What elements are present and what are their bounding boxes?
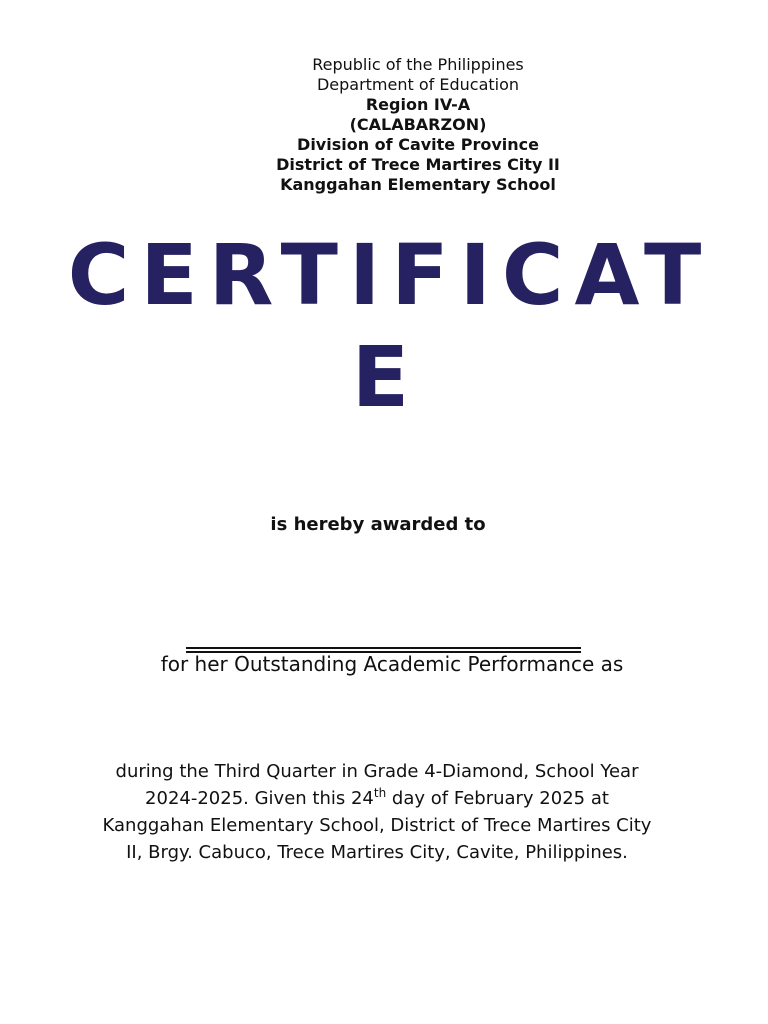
award-reason-text: for her Outstanding Academic Performance as [160,652,624,676]
header-country: Republic of the Philippines [312,55,524,74]
body-line-4: II, Brgy. Cabuco, Trece Martires City, Cavite, Philippines. [126,842,628,863]
header-district: District of Trece Martires City II [276,155,560,174]
certificate-body [50,758,704,866]
certificate-title-line-1: CERTIFICAT [67,226,713,324]
ordinal-suffix: th [373,786,387,800]
certificate-title-line-2: E [351,328,421,426]
body-line-2-end: day of February 2025 at [386,788,609,809]
body-line-2 [50,785,704,812]
certificate-header [218,55,618,195]
body-line-2-start: 2024-2025. Given this 24 [145,788,374,809]
awarded-to-text: is hereby awarded to [270,514,486,535]
header-division: Division of Cavite Province [297,135,539,154]
header-school: Kanggahan Elementary School [280,175,556,194]
header-department: Department of Education [316,75,520,94]
body-line-1: during the Third Quarter in Grade 4-Diamond, School Year [115,761,639,782]
header-region: Region IV-A [365,95,471,114]
header-region-name: (CALABARZON) [349,115,487,134]
body-line-3: Kanggahan Elementary School, District of Trece Martires City [102,815,652,836]
